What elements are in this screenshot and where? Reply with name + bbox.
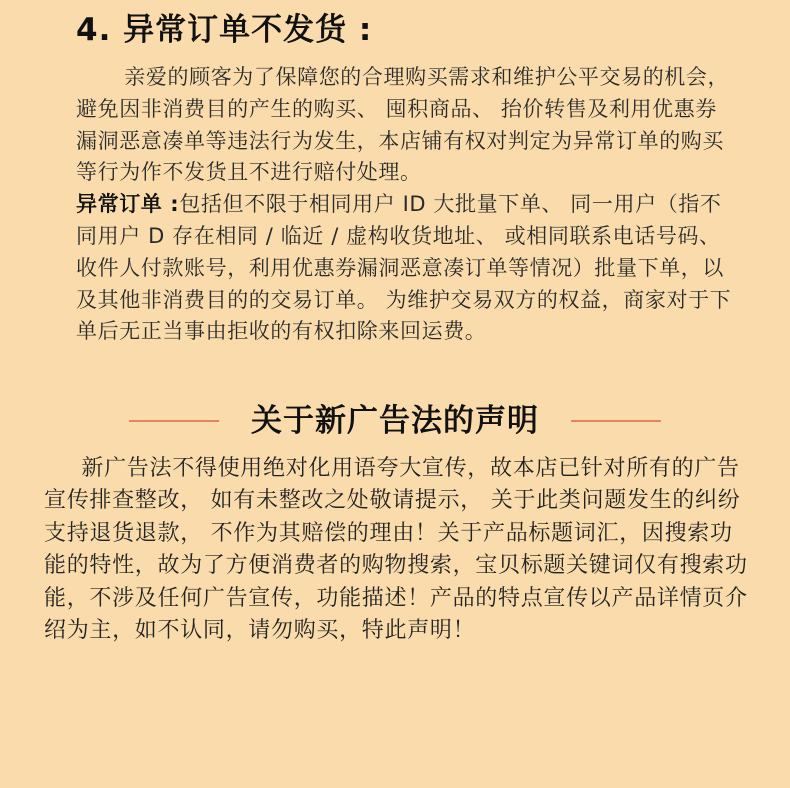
abnormal-order-term: 异常订单 : <box>76 192 180 217</box>
abnormal-order-heading: 4. 异常订单不发货 : <box>76 12 373 48</box>
abnormal-order-paragraph: 亲爱的顾客为了保障您的合理购买需求和维护公平交易的机会，避免因非消费目的产生的购买、 囤积商品、 抬价转售及利用优惠券漏洞恶意凑单等违法行为发生，本店铺有权对判定为异常订单的购买等行为作不发货且不进行赔付处理。 <box>76 65 730 185</box>
ad-law-section <box>44 453 750 647</box>
abnormal-order-definition <box>76 189 736 348</box>
ad-law-heading-row <box>0 398 790 444</box>
abnormal-order-definition-text: 包括但不限于相同用户 ID 大批量下单、 同一用户（指不同用户 D 存在相同 / 临近 / 虚构收货地址、 或相同联系电话号码、 收件人付款账号，利用优惠券漏洞恶意凑订单等情况）批量下单，以及其他非消费目的的交易订单。 为维护交易双方的权益，商家对于下单后无正当事由拒收的有权扣除来回运费。 <box>76 192 732 344</box>
ad-law-title: 关于新广告法的声明 <box>251 403 539 439</box>
ad-law-paragraph: 新广告法不得使用绝对化用语夸大宣传，故本店已针对所有的广告宣传排查整改， 如有未整改之处敬请提示， 关于此类问题发生的纠纷支持退货退款， 不作为其赔偿的理由！关于产品标题词汇，因搜索功能的特性，故为了方便消费者的购物搜索，宝贝标题关键词仅有搜索功能，不涉及任何广告宣传，功能描述！产品的特点宣传以产品详情页介绍为主，如不认同，请勿购买，特此声明！ <box>44 456 748 644</box>
abnormal-order-section <box>76 62 736 348</box>
left-divider-line <box>129 420 219 422</box>
right-divider-line <box>571 420 661 422</box>
